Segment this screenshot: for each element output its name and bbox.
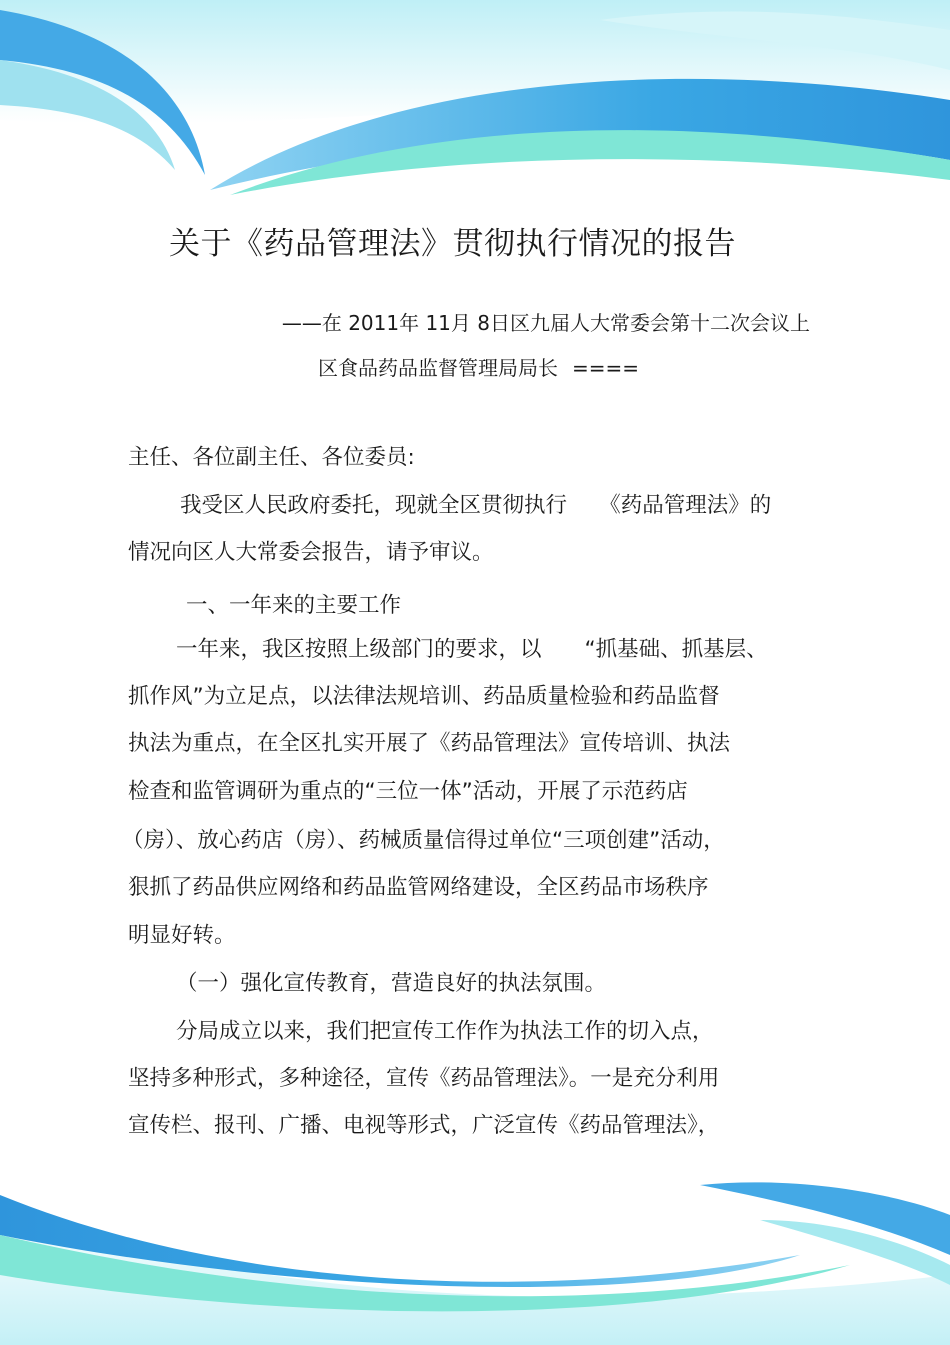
body-line: 抓作风”为立足点，以法律法规培训、药品质量检验和药品监督 [128, 684, 720, 709]
body-line: 检查和监管调研为重点的“三位一体”活动，开展了示范药店 [128, 779, 688, 804]
speaker-line [318, 351, 639, 385]
salutation: 主任、各位副主任、各位委员: [128, 445, 415, 470]
document-title: 关于《药品管理法》贯彻执行情况的报告 [169, 226, 736, 262]
section-heading: 一、一年来的主要工作 [186, 593, 402, 618]
body-line: 一年来，我区按照上级部门的要求，以 “抓基础、抓基层、 [176, 637, 768, 662]
header-wave-decoration [0, 0, 950, 215]
meeting-subtitle: ——在 2011年 11月 8日区九届人大常委会第十二次会议上 [281, 311, 810, 335]
body-line: 宣传栏、报刊、广播、电视等形式，广泛宣传《药品管理法》， [128, 1113, 720, 1138]
body-line: 坚持多种形式，多种途径，宣传《药品管理法》。一是充分利用 [128, 1066, 720, 1091]
speaker-role: 区食品药品监督管理局局长 [318, 356, 558, 380]
speaker-name: ==== [572, 356, 640, 380]
body-line: 我受区人民政府委托，现就全区贯彻执行 《药品管理法》的 [180, 493, 772, 518]
body-line: 明显好转。 [128, 923, 236, 948]
subsection-heading: （一）强化宣传教育，营造良好的执法氛围。 [176, 971, 607, 996]
footer-wave-decoration [0, 1165, 950, 1345]
body-line: 分局成立以来，我们把宣传工作作为执法工作的切入点， [176, 1019, 714, 1044]
body-line: 执法为重点，在全区扎实开展了《药品管理法》宣传培训、执法 [128, 731, 731, 756]
body-line: 情况向区人大常委会报告，请予审议。 [128, 540, 494, 565]
body-line: （房）、放心药店（房）、药械质量信得过单位“三项创建”活动， [122, 828, 725, 853]
body-line: 狠抓了药品供应网络和药品监管网络建设，全区药品市场秩序 [128, 875, 709, 900]
